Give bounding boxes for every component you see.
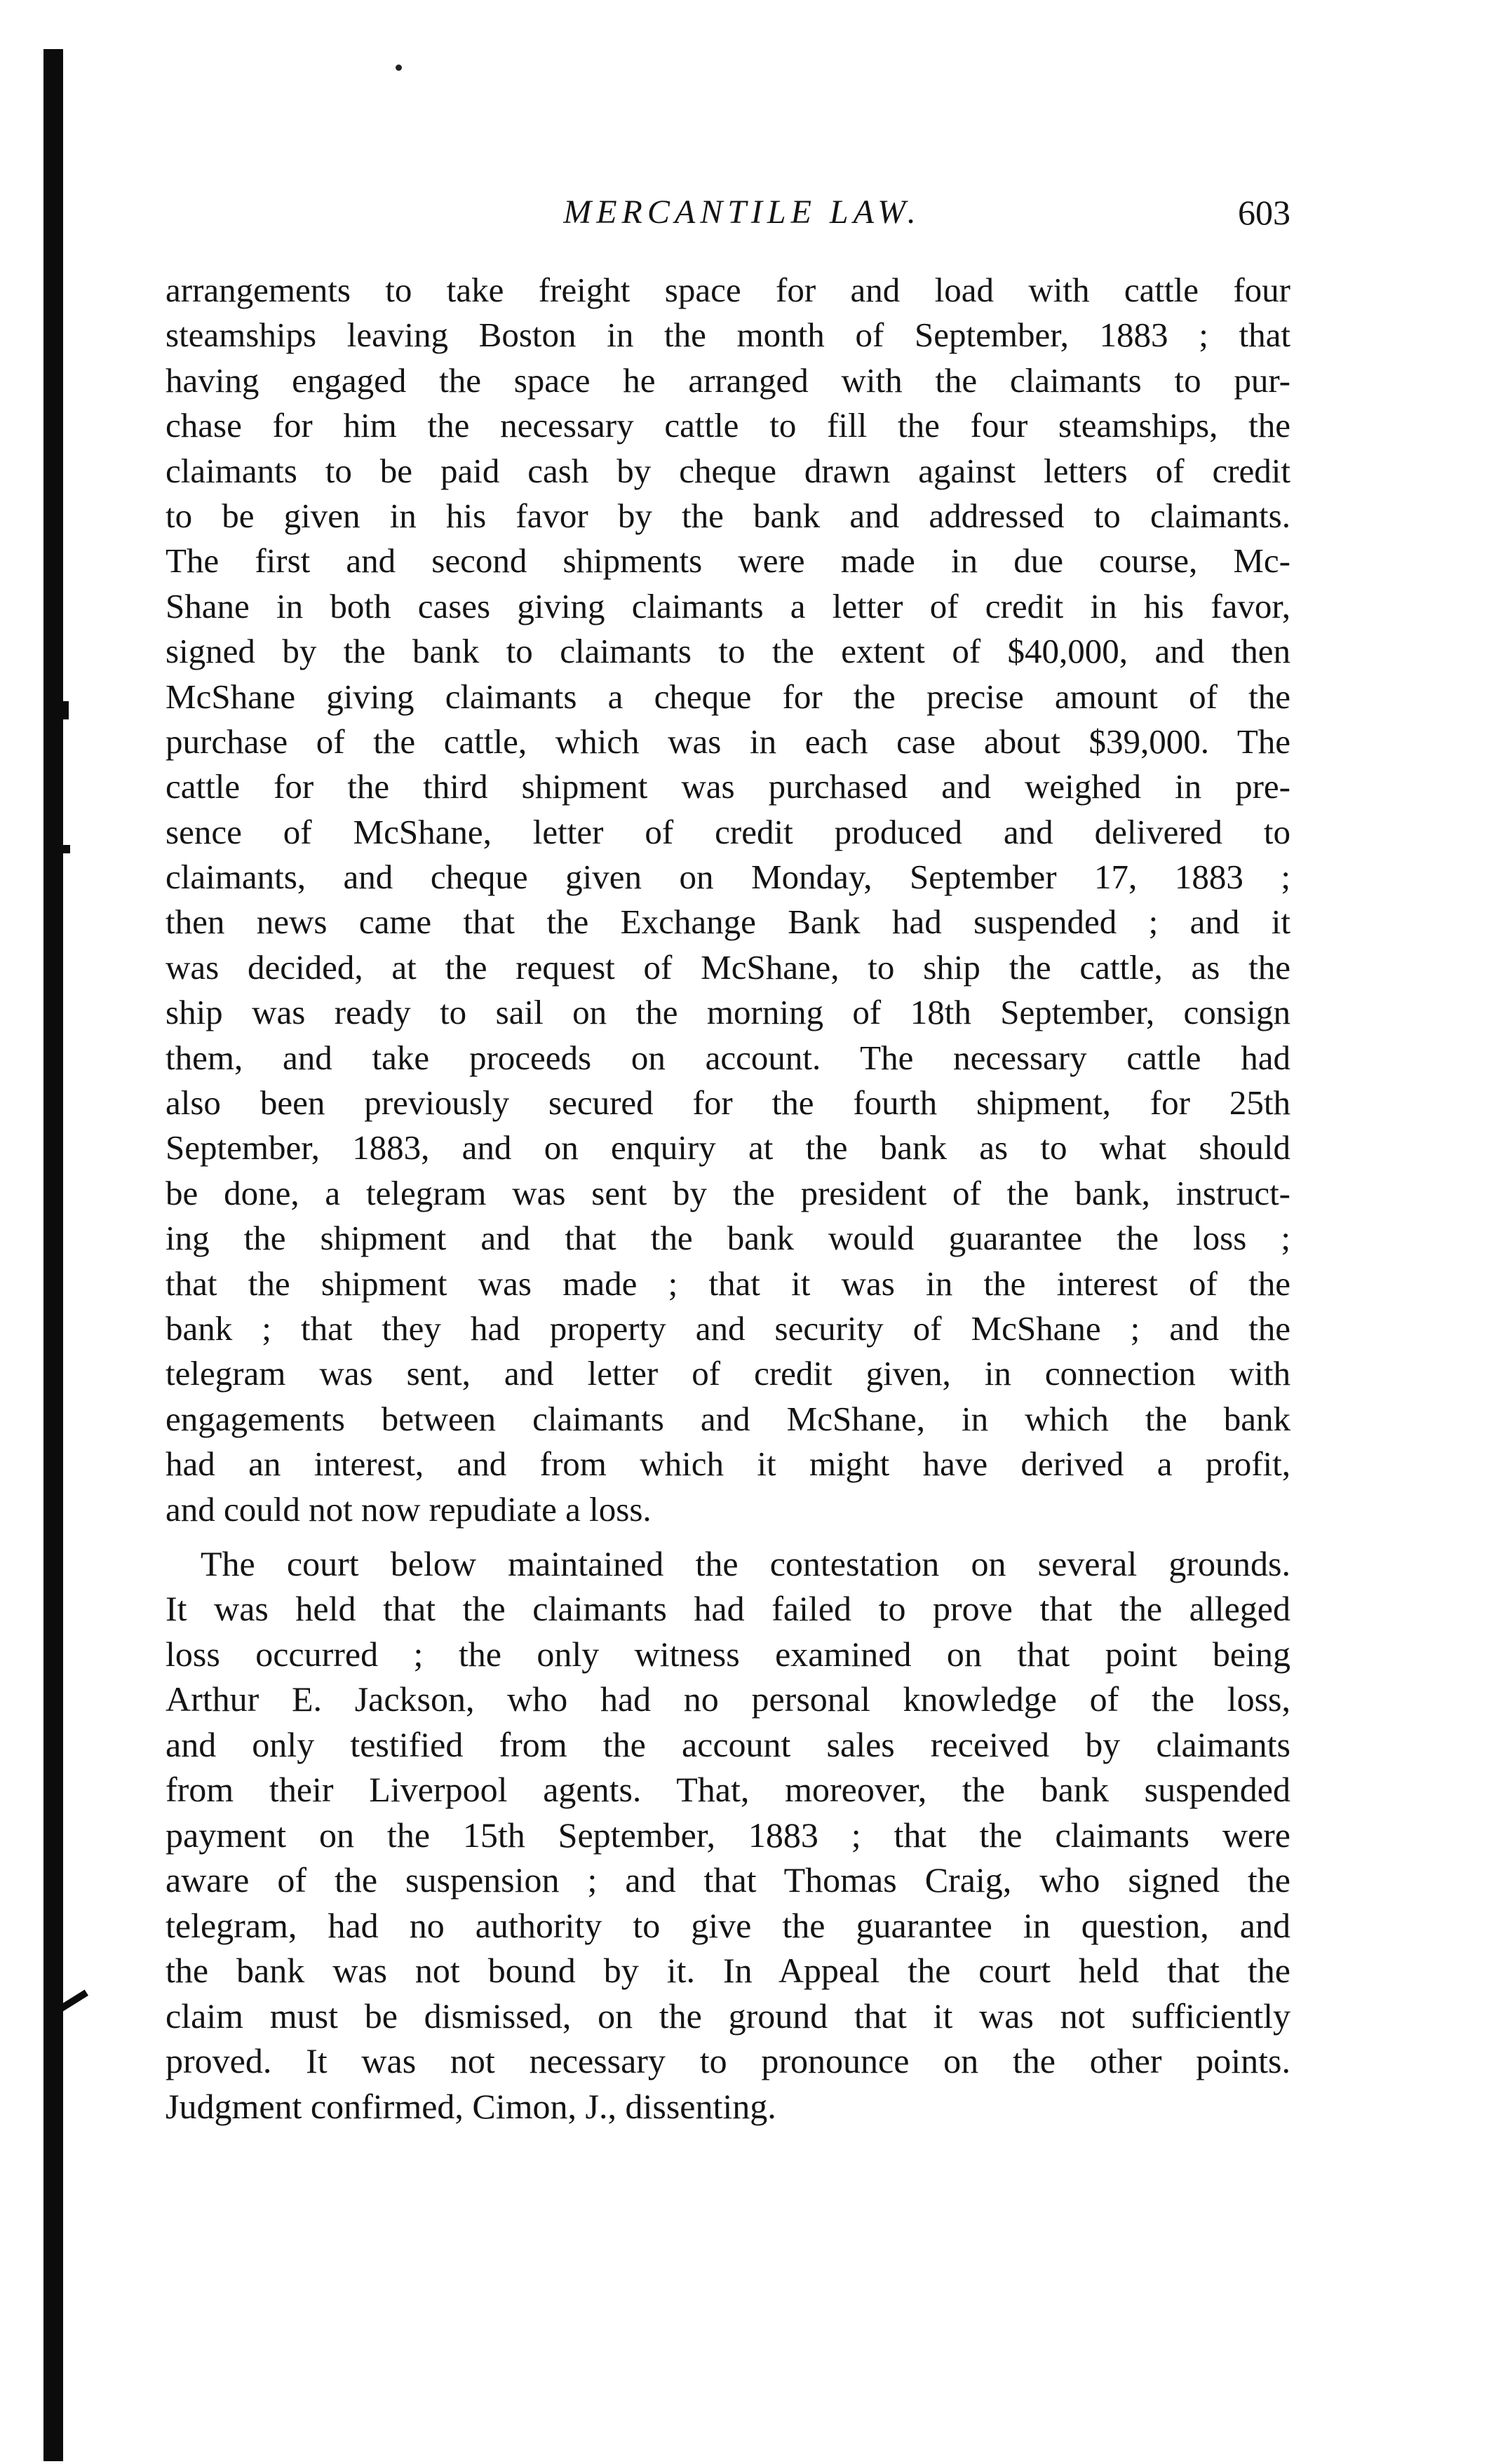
body-text — [166, 268, 1290, 2129]
text-line: loss occurred ; the only witness examined on that point being — [166, 1634, 1290, 1674]
stray-ink-dot — [396, 65, 402, 71]
page-number: 603 — [1238, 193, 1290, 232]
text-line: purchase of the cattle, which was in each case about $39,000. The — [166, 722, 1290, 761]
running-head — [166, 188, 1290, 237]
paragraph — [166, 1541, 1290, 2130]
text-line: claim must be dismissed, on the ground that it was not sufficiently — [166, 1996, 1290, 2036]
text-line: and only testified from the account sales received by claimants — [166, 1724, 1290, 1764]
text-line: also been previously secured for the fourth shipment, for 25th — [166, 1083, 1290, 1123]
text-line: engagements between claimants and McShane, in which the bank — [166, 1399, 1290, 1438]
text-line: arrangements to take freight space for and load with cattle four — [166, 271, 1290, 309]
running-title: MERCANTILE LAW. — [563, 194, 921, 231]
text-line: signed by the bank to claimants to the extent of $40,000, and then — [166, 632, 1290, 671]
text-line: proved. It was not necessary to pronounce on the other points. — [166, 2041, 1290, 2081]
text-line: It was held that the claimants had failed to prove that the alleged — [166, 1589, 1290, 1629]
text-line: claimants to be paid cash by cheque drawn against letters of credit — [166, 451, 1290, 490]
text-line: Arthur E. Jackson, who had no personal knowledge of the loss, — [166, 1679, 1290, 1719]
text-line: chase for him the necessary cattle to fill the four steamships, the — [166, 406, 1290, 445]
text-line: had an interest, and from which it might have derived a profit, — [166, 1444, 1290, 1484]
text-line: Judgment confirmed, Cimon, J., dissenting. — [166, 2086, 776, 2126]
text-line: having engaged the space he arranged with the claimants to pur- — [166, 360, 1290, 400]
text-line: be done, a telegram was sent by the president of the bank, instruct- — [166, 1173, 1290, 1212]
text-line: telegram, had no authority to give the guarantee in question, and — [166, 1905, 1290, 1945]
text-line: the bank was not bound by it. In Appeal the court held that the — [166, 1951, 1290, 1991]
text-line: claimants, and cheque given on Monday, September 17, 1883 ; — [166, 858, 1290, 897]
text-line: sence of McShane, letter of credit produced and delivered to — [166, 812, 1290, 851]
text-line: to be given in his favor by the bank and addressed to claimants. — [166, 496, 1290, 535]
text-line: aware of the suspension ; and that Thomas Craig, who signed the — [166, 1860, 1290, 1900]
text-line: telegram was sent, and letter of credit given, in connection with — [166, 1354, 1290, 1393]
text-line: them, and take proceeds on account. The necessary cattle had — [166, 1038, 1290, 1077]
text-line: and could not now repudiate a loss. — [166, 1489, 652, 1529]
text-line: Shane in both cases giving claimants a letter of credit in his favor, — [166, 586, 1290, 625]
text-line: cattle for the third shipment was purchased and weighed in pre- — [166, 767, 1290, 806]
paragraph — [166, 268, 1290, 1532]
page-binding-edge — [43, 49, 63, 2461]
binding-notch — [62, 701, 69, 719]
text-line: ing the shipment and that the bank would guarantee the loss ; — [166, 1219, 1290, 1258]
text-line: McShane giving claimants a cheque for the precise amount of the — [166, 677, 1290, 716]
text-line: steamships leaving Boston in the month of September, 1883 ; that — [166, 316, 1290, 355]
text-line: September, 1883, and on enquiry at the bank as to what should — [166, 1128, 1290, 1167]
text-line: payment on the 15th September, 1883 ; that the claimants were — [166, 1815, 1290, 1855]
text-line: The court below maintained the contestation on several grounds. — [201, 1543, 1290, 1583]
text-line: The first and second shipments were made in due course, Mc- — [166, 541, 1290, 581]
text-line: from their Liverpool agents. That, moreover, the bank suspended — [166, 1770, 1290, 1810]
text-line: bank ; that they had property and security of McShane ; and the — [166, 1308, 1290, 1348]
text-line: was decided, at the request of McShane, to ship the cattle, as the — [166, 947, 1290, 987]
text-line: that the shipment was made ; that it was in the interest of the — [166, 1264, 1290, 1303]
text-line: then news came that the Exchange Bank had suspended ; and it — [166, 902, 1290, 942]
text-line: ship was ready to sail on the morning of 18th September, consign — [166, 993, 1290, 1032]
binding-notch — [62, 845, 70, 853]
